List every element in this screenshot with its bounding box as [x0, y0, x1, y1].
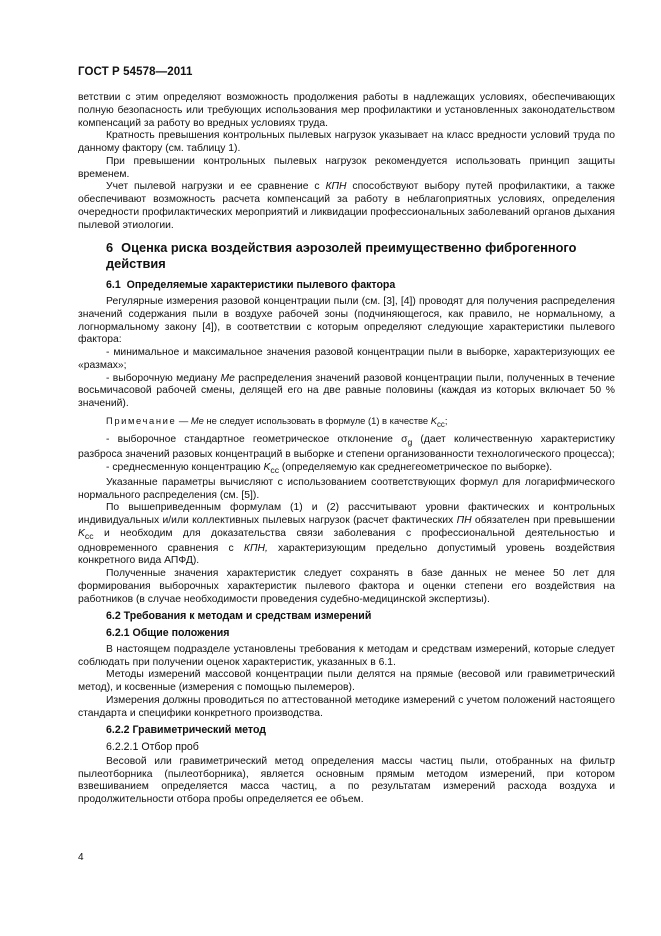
list-item-3	[78, 434, 615, 462]
text: (дает количественную характеристику разброса значений разовых концентраций в выборке и степени организованности технологического процесса);	[78, 434, 615, 461]
text: характеризующим предельно допустимый уровень воздействия конкретного вида АПФД).	[78, 542, 616, 567]
page-number: 4	[78, 852, 84, 863]
section-6-2-heading: 6.2 Требования к методам и средствам измерений	[106, 610, 372, 623]
text: ;	[444, 414, 448, 426]
paragraph-2: Кратность превышения контрольных пылевых нагрузок указывает на класс вредности условий труда по данному фактору (см. таблицу 1).	[78, 130, 615, 154]
text: распределения значений разовой концентрации пыли, полученных в течение восьмичасовой рабочей смены, делящей его на две равные половины (каждая из которых включает 50 % значений).	[78, 372, 615, 409]
paragraph-1: ветствии с этим определяют возможность продолжения работы в надлежащих условиях, обеспечивающих полную безопасность или требующих использования мер профилактики и установленных законодательством компенсаций за работу во вредных условиях труда.	[78, 92, 615, 129]
section-6-2-1-heading: 6.2.1 Общие положения	[106, 627, 230, 640]
paragraph-9: В настоящем подразделе установлены требования к методам и средствам измерений, которые следует соблюдать при получении оценок характеристик, указанных в 6.1.	[78, 643, 615, 668]
list-item-2	[78, 373, 615, 411]
text: обязателен при превышении	[471, 515, 615, 526]
abbr-kpn: КПН,	[243, 542, 268, 554]
paragraph-4	[78, 181, 615, 232]
symbol-k: K	[263, 461, 271, 473]
text: и необходим для доказательства связи заболевания с профессиональной деятельностью и одновременного сравнения с	[78, 527, 615, 554]
section-6-2-2-heading: 6.2.2 Гравиметрический метод	[106, 724, 267, 737]
abbr-pn: ПН	[456, 515, 472, 526]
symbol-me: Ме	[220, 372, 235, 384]
paragraph-5: Регулярные измерения разовой концентрации пыли (см. [3], [4]) проводят для получения распределения значений содержания пыли в воздухе рабочей зоны (подчиняющегося, как правило, не нормальному, а логнормальному закону [4]), в соответствии с которым определяют следующие характеристики пылевого фактора:	[78, 296, 615, 346]
subscript: сс	[270, 465, 280, 475]
note-label: Примечание	[106, 414, 177, 426]
paragraph-7	[78, 502, 615, 568]
list-item-4	[78, 462, 615, 477]
subscript: сс	[437, 419, 445, 429]
symbol-me: Ме	[190, 414, 204, 426]
text: —	[176, 414, 191, 426]
symbol-k: K	[78, 527, 85, 539]
paragraph-6: Указанные параметры вычисляют с использованием соответствующих формул для логарифмического нормального распределения (см. [5]).	[78, 476, 615, 501]
section-6-1-heading	[78, 279, 615, 292]
section-number: 6.1	[106, 279, 121, 292]
subscript: g	[407, 437, 413, 448]
subscript: сс	[84, 530, 94, 541]
text: - среднесменную концентрацию	[106, 461, 264, 473]
page-body	[78, 92, 615, 807]
section-title: Определяемые характеристики пылевого фактора	[126, 279, 396, 292]
page-header: ГОСТ Р 54578—2011	[78, 66, 193, 78]
text: способствуют выбору путей профилактики, а также обеспечивают возможность расчета компенсаций за работу в неблагоприятных условиях, определения очередности профилактических мероприятий и ликвидации профессиональных заболеваний органов дыхания пылевой этиологии.	[78, 181, 615, 231]
paragraph-11: Измерения должны проводиться по аттестованной методике измерений с учетом положений настоящего стандарта и специфики конкретного производства.	[78, 694, 615, 719]
paragraph-8: Полученные значения характеристик следует сохранять в базе данных не менее 50 лет для формирования выборочных характеристик пылевого фактора и оценки степени его воздействия на работников (в случае необходимости проведения судебно-медицинской экспертизы).	[78, 568, 615, 605]
section-6-2-2-1-heading: 6.2.2.1 Отбор проб	[106, 741, 199, 754]
text: Учет пылевой нагрузки и ее сравнение с	[106, 181, 326, 193]
text: - выборочную медиану	[106, 372, 221, 384]
note	[78, 415, 615, 432]
list-item-1: - минимальное и максимальное значения разовой концентрации пыли в выборке, характеризующих ее «размах»;	[78, 347, 615, 371]
paragraph-3: При превышении контрольных пылевых нагрузок рекомендуется использовать принцип защиты временем.	[78, 155, 615, 180]
text: не следует использовать в формуле (1) в качестве	[203, 414, 431, 426]
section-number: 6	[106, 240, 114, 256]
text: (определяемую как среднегеометрическое по выборке).	[279, 461, 553, 473]
symbol-k: K	[430, 414, 437, 426]
paragraph-10: Методы измерений массовой концентрации пыли делятся на прямые (весовой или гравиметрический метод), и косвенные (измерения с помощью пылемеров).	[78, 669, 615, 694]
section-6-heading	[78, 240, 615, 271]
abbr-kpn: КПН	[325, 181, 347, 193]
text: По вышеприведенным формулам (1) и (2) рассчитывают уровни фактических и контрольных индивидуальных и/или коллективных пылевых нагрузок (расчет фактических	[78, 502, 615, 526]
section-title: Оценка риска воздействия аэрозолей преимущественно фиброгенного действия	[106, 240, 577, 271]
paragraph-12: Весовой или гравиметрический метод определения массы частиц пыли, отобранных на фильтр пылеотборника (пылеотборника), является основным прямым методом измерений, при котором взвешиванием определяется масса частиц, а по результатам измерений расхода воздуха и продолжительности отбора пробы определяется ее объем.	[78, 755, 615, 806]
text: - выборочное стандартное геометрическое отклонение σ	[106, 434, 408, 446]
